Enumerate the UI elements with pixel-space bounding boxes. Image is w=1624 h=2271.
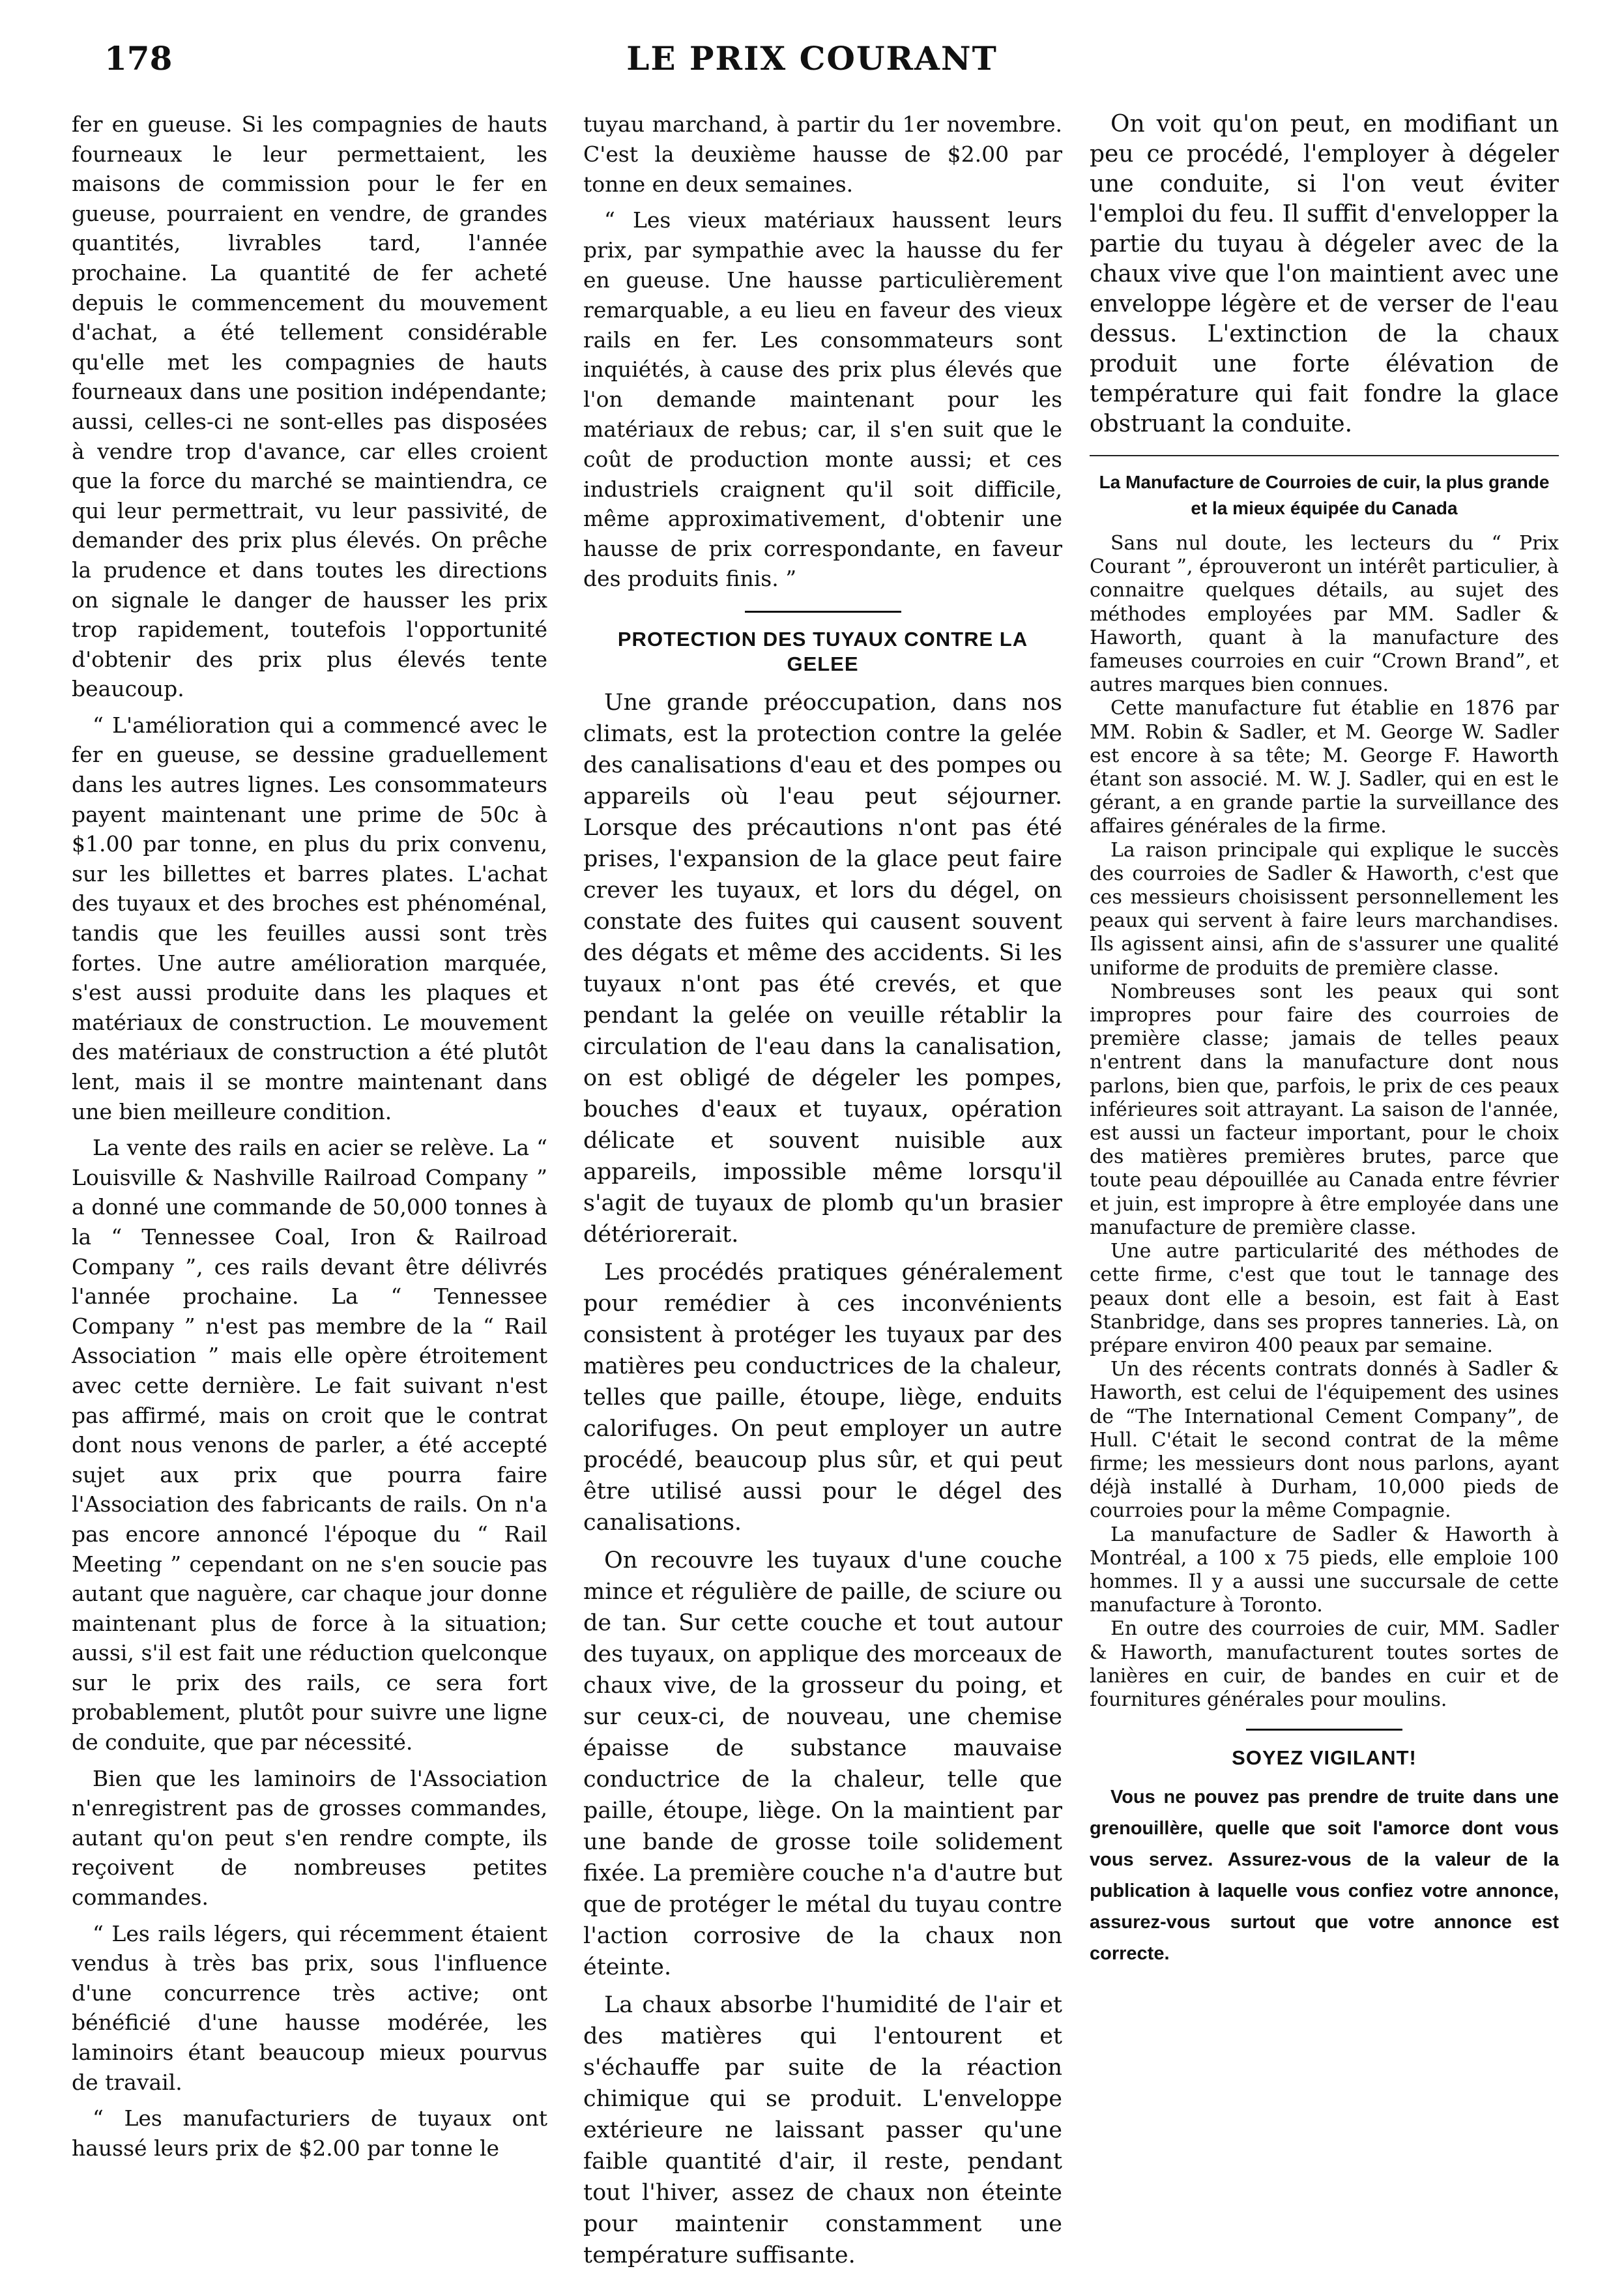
section-heading-protection: PROTECTION DES TUYAUX CONTRE LA GELEE [617,627,1028,675]
section-divider [1090,455,1559,456]
article-paragraph: Bien que les laminoirs de l'Association n'enregistrent pas de grosses commandes, autant qu'on peut s'en rendre compte, ils reçoivent de nombreuses petites commandes. [72,1765,547,1911]
article-paragraph: La manufacture de Sadler & Haworth à Montréal, a 100 x 75 pieds, elle emploie 100 hommes. Il y a aussi une succursale de cette manufacture à Toronto. [1090,1523,1559,1617]
article-paragraph: Une grande préoccupation, dans nos climats, est la protection contre la gelée des canalisations d'eau et des pompes ou appareils où l'eau peut séjourner. Lorsque des précautions n'ont pas été prises, l'expansion de la glace peut faire crever les tuyaux, et lors du dégel, on constate des fuites qui causent souvent des dégats et même des accidents. Si les tuyaux n'ont pas été crevés, et que pendant la gelée on veuille rétablir la circulation de l'eau dans la canalisation, on est obligé de dégeler les pompes, bouches d'eaux et tuyaux, opération délicate et souvent nuisible aux appareils, impossible même lorsqu'il s'agit de tuyaux de plomb qu'un brasier détériorerait. [583,689,1062,1248]
article-paragraph: Nombreuses sont les peaux qui sont impropres pour faire des courroies de première classe; jamais de telles peaux n'entrent dans la manufacture dont nous parlons, bien que, parfois, le prix de ces peaux inférieures soit attrayant. La saison de l'année, est aussi un facteur important, pour le choix des matières premières brutes, parce que toute peau dépouillée au Canada entre février et juin, est impropre à être employée dans une manufacture de première classe. [1090,980,1559,1239]
notice-text: Vous ne pouvez pas prendre de truite dans une grenouillère, quelle que soit l'amorce dont vous vous servez. Assurez-vous de la valeur de la publication à laquelle vous confiez votre annonce, assurez-vous surtout que votre annonce est correcte. [1090,1787,1559,1965]
article-paragraph: “ L'amélioration qui a commencé avec le fer en gueuse, se dessine graduellement dans les autres lignes. Les consommateurs payent maintenant une prime de 50c à $1.00 par tonne, en plus du prix convenu, sur les billettes et barres plates. L'achat des tuyaux et des broches est phénoménal, tandis que les feuilles aussi sont très fortes. Une autre amélioration marquée, s'est aussi produite dans les plaques et matériaux de construction. Le mouvement des matériaux de construction a été plutôt lent, mais il se montre maintenant dans une bien meilleure condition. [72,712,547,1124]
article-paragraph: “ Les vieux matériaux haussent leurs prix, par sympathie avec la hausse du fer en gueuse. Une hausse particulièrement remarquable, a eu lieu en faveur des vieux rails en fer. Les consommateurs sont inquiétés, à cause des prix plus élevés que l'on demande maintenant pour les matériaux de rebus; car, il s'en suit que le coût de production monte aussi; et ces industriels craignent qu'il soit difficile, même approximativement, d'obtenir une hausse de prix correspondante, en faveur des produits finis. ” [583,207,1062,591]
article-paragraph: fer en gueuse. Si les compagnies de hauts fourneaux le leur permettaient, les maisons de commission pour le fer en gueuse, pourraient en vendre, de grandes quantités, livrables tard, l'année prochaine. La quantité de fer acheté depuis le commencement du mouvement d'achat, a été tellement considérable qu'elle met les compagnies de hauts fourneaux dans une position indépendante; aussi, celles-ci ne sont-elles pas disposées à vendre trop d'avance, car elles croient que la force du marché se maintiendra, ce qui leur permettrait, vu leur passivité, de demander des prix plus élevés. On prêche la prudence et dans toutes les directions on signale le danger de hausser les prix trop rapidement, toutefois l'opportunité d'obtenir des prix plus élevés tente beaucoup. [72,111,547,702]
article-paragraph: tuyau marchand, à partir du 1er novembre. C'est la deuxième hausse de $2.00 par tonne en deux semaines. [583,111,1062,197]
page-number: 178 [104,39,173,78]
column-1 [72,110,547,2163]
article-paragraph: Une autre particularité des méthodes de cette firme, c'est que tout le tannage des peaux dont elle a besoin, est fait à East Stanbridge, dans ses propres tanneries. Là, on prépare environ 400 peaux par semaine. [1090,1240,1559,1357]
article-paragraph: On recouvre les tuyaux d'une couche mince et régulière de paille, de sciure ou de tan. Sur cette couche et tout autour des tuyaux, on applique des morceaux de chaux vive, de la grosseur du poing, et sur ceux-ci, de nouveau, une chemise épaisse de substance mauvaise conductrice de la chaleur, telle que paille, étoupe, liège. On la maintient par une bande de grosse toile solidement fixée. La première couche n'a d'autre but que de protéger le métal du tuyau contre l'action corrosive de la chaux non éteinte. [583,1547,1062,1980]
article-paragraph: On voit qu'on peut, en modifiant un peu ce procédé, l'employer à dégeler une conduite, si l'on veut éviter l'emploi du feu. Il suffit d'envelopper la partie du tuyau à dégeler avec de la chaux vive que l'on maintient avec une enveloppe légère et de verser de l'eau dessus. L'extinction de la chaux produit une forte élévation de température qui fait fondre la glace obstruant la conduite. [1090,111,1559,437]
section-divider [1246,1729,1402,1731]
article-paragraph: “ Les rails légers, qui récemment étaient vendus à très bas prix, sous l'influence d'une concurrence très active; ont bénéficié d'une hausse modérée, les laminoirs étant beaucoup mieux pourvus de travail. [72,1920,547,2095]
article-paragraph: Les procédés pratiques généralement pour remédier à ces inconvénients consistent à protéger les tuyaux par des matières peu conductrices de la chaleur, telles que paille, étoupe, liège, enduits calorifuges. On peut employer un autre procédé, beaucoup plus sûr, et qui peut être utilisé aussi pour le dégel des canalisations. [583,1259,1062,1536]
article-paragraph: La chaux absorbe l'humidité de l'air et des matières qui l'entourent et s'échauffe par suite de la réaction chimique qui se produit. L'enveloppe extérieure ne laissant passer qu'une faible quantité d'air, il reste, pendant tout l'hiver, assez de chaux non éteinte pour maintenir constamment une température suffisante. [583,1991,1062,2268]
journal-title: LE PRIX COURANT [626,39,998,78]
article-paragraph: Sans nul doute, les lecteurs du “ Prix Courant ”, éprouveront un intérêt particulier, à connaitre quelques détails, au sujet des méthodes employées par MM. Sadler & Haworth, quant à la manufacture des fameuses courroies en cuir “Crown Brand”, et autres marques bien connues. [1090,532,1559,697]
article-paragraph: “ Les manufacturiers de tuyaux ont haussé leurs prix de $2.00 par tonne le [72,2105,547,2161]
article-paragraph: La vente des rails en acier se relève. La “ Louisville & Nashville Railroad Company ” a donné une commande de 50,000 tonnes à la “ Tennessee Coal, Iron & Railroad Company ”, ces rails devant être délivrés l'année prochaine. La “ Tennessee Company ” n'est pas membre de la “ Rail Association ” mais elle opère étroitement avec cette dernière. Le fait suivant n'est pas affirmé, mais on croit que le contrat dont nous venons de parler, a été accepté sujet aux prix que pourra faire l'Association des fabricants de rails. On n'a pas encore annoncé l'époque du “ Rail Meeting ” cependant on ne s'en soucie pas autant que naguère, car chaque jour donne maintenant plus de force à la situation; aussi, s'il est fait une réduction quelconque sur le prix des rails, ce sera fort probablement, plutôt pour suivre une ligne de conduite, que par nécessité. [72,1135,547,1755]
section-heading-manufacture: La Manufacture de Courroies de cuir, la plus grande et la mieux équipée du Canada [1099,472,1550,518]
section-divider [745,611,901,613]
article-paragraph: Un des récents contrats donnés à Sadler & Haworth, est celui de l'équipement des usines de “The International Cement Company”, de Hull. C'était le second contrat de la même firme; les messieurs dont nous parlons, ayant déjà installé à Durham, 10,000 pieds de courroies pour la même Compagnie. [1090,1358,1559,1523]
column-2 [583,110,1062,2271]
notice-heading: SOYEZ VIGILANT! [1232,1746,1417,1770]
column-3 [1090,110,1559,1969]
article-paragraph: En outre des courroies de cuir, MM. Sadler & Haworth, manufacturent toutes sortes de lanières en cuir, de bandes en cuir et de fournitures générales pour moulins. [1090,1617,1559,1711]
article-paragraph: La raison principale qui explique le succès des courroies de Sadler & Haworth, c'est que ces messieurs choisissent personnellement les peaux qui servent à faire leurs marchandises. Ils agissent ainsi, afin de s'assurer une qualité uniforme de produits de première classe. [1090,838,1559,980]
article-paragraph: Cette manufacture fut établie en 1876 par MM. Robin & Sadler, et M. George W. Sadler est encore à sa tête; M. George F. Haworth étant son associé. M. W. J. Sadler, qui en est le gérant, a en grande partie la surveillance des affaires générales de la firme. [1090,697,1559,838]
